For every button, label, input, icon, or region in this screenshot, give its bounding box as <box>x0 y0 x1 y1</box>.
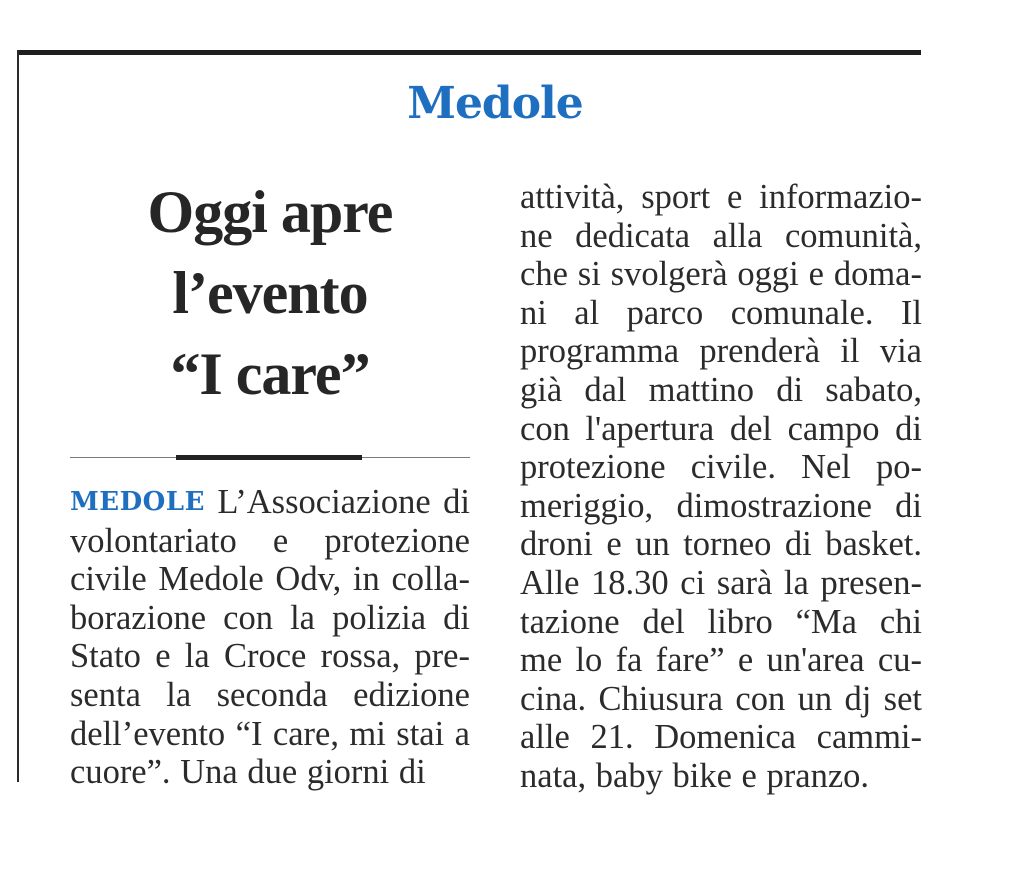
body-word: civile <box>70 560 147 599</box>
body-word: mi <box>349 714 386 753</box>
body-word: volontariato <box>70 521 237 560</box>
body-word: borazione <box>70 598 207 637</box>
body-word: presen- <box>820 563 922 602</box>
body-word: di <box>895 409 922 448</box>
body-word: del <box>642 602 685 641</box>
body-word: me <box>520 641 563 680</box>
body-word: Nel <box>801 448 851 487</box>
body-word: chi <box>879 602 922 641</box>
body-word: “I <box>235 714 263 753</box>
body-word: po- <box>875 448 922 487</box>
body-word: Chiusura <box>598 679 724 718</box>
body-word: bike <box>672 756 732 795</box>
body-word: un'area <box>766 641 865 680</box>
headline-line: Oggi apre <box>147 179 393 245</box>
body-word: “Ma <box>795 602 857 641</box>
body-line <box>520 332 922 371</box>
body-line <box>70 522 470 561</box>
headline <box>70 172 470 415</box>
body-word: Domenica <box>654 718 796 757</box>
body-word: edizione <box>353 675 470 714</box>
body-word: prenderà <box>699 332 821 371</box>
body-word: giorni <box>306 753 390 792</box>
body-word: stai <box>396 714 445 753</box>
body-word: protezione <box>324 521 470 560</box>
body-word: civile. <box>690 448 776 487</box>
body-word: di <box>443 598 470 637</box>
body-word: informazio- <box>759 178 922 216</box>
body-word: sport <box>641 178 711 216</box>
body-word: via <box>879 332 922 371</box>
body-word: droni <box>520 525 593 564</box>
body-word: e <box>606 525 622 564</box>
body-word: seconda <box>216 675 328 714</box>
body-line <box>520 603 922 642</box>
body-word: a <box>454 714 470 753</box>
body-word: e <box>727 178 743 216</box>
top-rule <box>17 50 921 55</box>
body-word: parco <box>626 293 704 332</box>
body-word: cuore”. <box>70 753 171 792</box>
left-rule <box>17 50 19 782</box>
body-word: dj <box>844 679 872 718</box>
body-line <box>70 637 470 676</box>
body-line <box>520 217 922 256</box>
body-word: del <box>729 409 772 448</box>
body-line <box>520 294 922 333</box>
body-word: doma- <box>833 255 922 294</box>
body-line <box>70 483 470 522</box>
body-word: ne <box>520 216 553 255</box>
body-word: alla <box>712 216 763 255</box>
body-line <box>520 564 922 603</box>
body-word: attività, <box>520 178 625 216</box>
body-word: ci <box>680 563 706 602</box>
body-line <box>520 487 922 526</box>
body-line <box>520 448 922 487</box>
body-word: dedicata <box>575 216 691 255</box>
headline-divider-accent <box>176 455 362 460</box>
body-line <box>520 178 922 217</box>
body-word: Alle <box>520 563 580 602</box>
body-word: di <box>895 486 922 525</box>
body-word: libro <box>707 602 773 641</box>
body-word: mattino <box>648 370 755 409</box>
body-line <box>520 410 922 449</box>
body-word: baby <box>595 756 663 795</box>
body-word: programma <box>520 332 680 371</box>
body-word: rossa, <box>320 637 401 676</box>
body-line <box>520 641 922 680</box>
body-word: nata, <box>520 756 587 795</box>
body-word: Medole <box>158 560 264 599</box>
body-word: di <box>443 483 470 521</box>
body-word: care, <box>272 714 339 753</box>
body-word: fa <box>615 641 643 680</box>
body-word: di <box>398 753 426 792</box>
body-word: un <box>797 679 833 718</box>
body-word: e <box>741 756 757 795</box>
body-word: un <box>635 525 670 564</box>
body-word: al <box>574 293 600 332</box>
body-word: cammi- <box>816 718 922 757</box>
dateline: MEDOLE <box>70 487 205 517</box>
body-word: con <box>735 679 786 718</box>
body-word: Una <box>180 753 238 792</box>
body-word: svolgerà <box>610 255 728 294</box>
body-word: lo <box>575 641 603 680</box>
body-word: set <box>883 679 922 718</box>
body-word: L’Associazione <box>217 483 431 521</box>
body-word: dell’evento <box>70 714 226 753</box>
body-word: l'apertura <box>585 409 715 448</box>
body-word: Il <box>900 293 922 332</box>
body-word: pre- <box>414 637 470 676</box>
body-word: Odv, <box>275 560 342 599</box>
body-word: la <box>783 563 809 602</box>
body-line <box>520 680 922 719</box>
body-line <box>70 676 470 715</box>
body-word: la <box>166 675 192 714</box>
body-line <box>70 599 470 638</box>
body-line <box>520 525 922 564</box>
body-line <box>520 371 922 410</box>
body-word: dal <box>584 370 627 409</box>
body-word: già <box>520 370 563 409</box>
body-word: alle <box>520 718 570 757</box>
body-word: 21. <box>590 718 634 757</box>
body-word: oggi <box>737 255 799 294</box>
body-word: cina. <box>520 679 587 718</box>
body-word: e <box>272 521 289 560</box>
body-word: 18.30 <box>591 563 669 602</box>
section-title: Medole <box>407 78 583 129</box>
headline-line: “I care” <box>170 341 370 407</box>
body-word: due <box>247 753 298 792</box>
body-word: Croce <box>223 637 307 676</box>
body-word: la <box>184 637 210 676</box>
body-word: ni <box>520 293 547 332</box>
body-word: e <box>155 637 171 676</box>
body-word: polizia <box>332 598 427 637</box>
body-line <box>520 255 922 294</box>
body-word: protezione <box>520 448 666 487</box>
body-word: dimostrazione <box>676 486 872 525</box>
body-word: e <box>808 255 824 294</box>
body-line <box>520 718 922 757</box>
body-line <box>70 753 470 792</box>
body-word: si <box>577 255 601 294</box>
body-word: con <box>223 598 273 637</box>
body-word: e <box>737 641 754 680</box>
headline-line: l’evento <box>172 260 368 326</box>
body-line <box>70 715 470 754</box>
body-word: campo <box>787 409 880 448</box>
body-line <box>520 757 922 796</box>
body-word: di <box>784 525 812 564</box>
body-word: basket. <box>825 525 922 564</box>
body-word: tazione <box>520 602 620 641</box>
body-word: il <box>840 332 860 371</box>
body-word: torneo <box>683 525 772 564</box>
body-word: la <box>290 598 315 637</box>
body-line <box>70 560 470 599</box>
body-word: meriggio, <box>520 486 654 525</box>
article-body-left-column <box>70 483 470 792</box>
body-word: senta <box>70 675 141 714</box>
body-word: comunità, <box>784 216 922 255</box>
body-word: con <box>520 409 570 448</box>
body-word: sabato, <box>825 370 922 409</box>
body-word: fare” <box>655 641 725 680</box>
body-word: Stato <box>70 637 141 676</box>
body-word: pranzo. <box>766 756 870 795</box>
body-word: colla- <box>391 560 470 599</box>
body-word: in <box>352 560 380 599</box>
body-word: sarà <box>716 563 773 602</box>
body-word: che <box>520 255 568 294</box>
body-word: di <box>776 370 804 409</box>
body-word: cu- <box>877 641 922 680</box>
body-word: comunale. <box>730 293 874 332</box>
article-body-right-column <box>520 178 922 796</box>
